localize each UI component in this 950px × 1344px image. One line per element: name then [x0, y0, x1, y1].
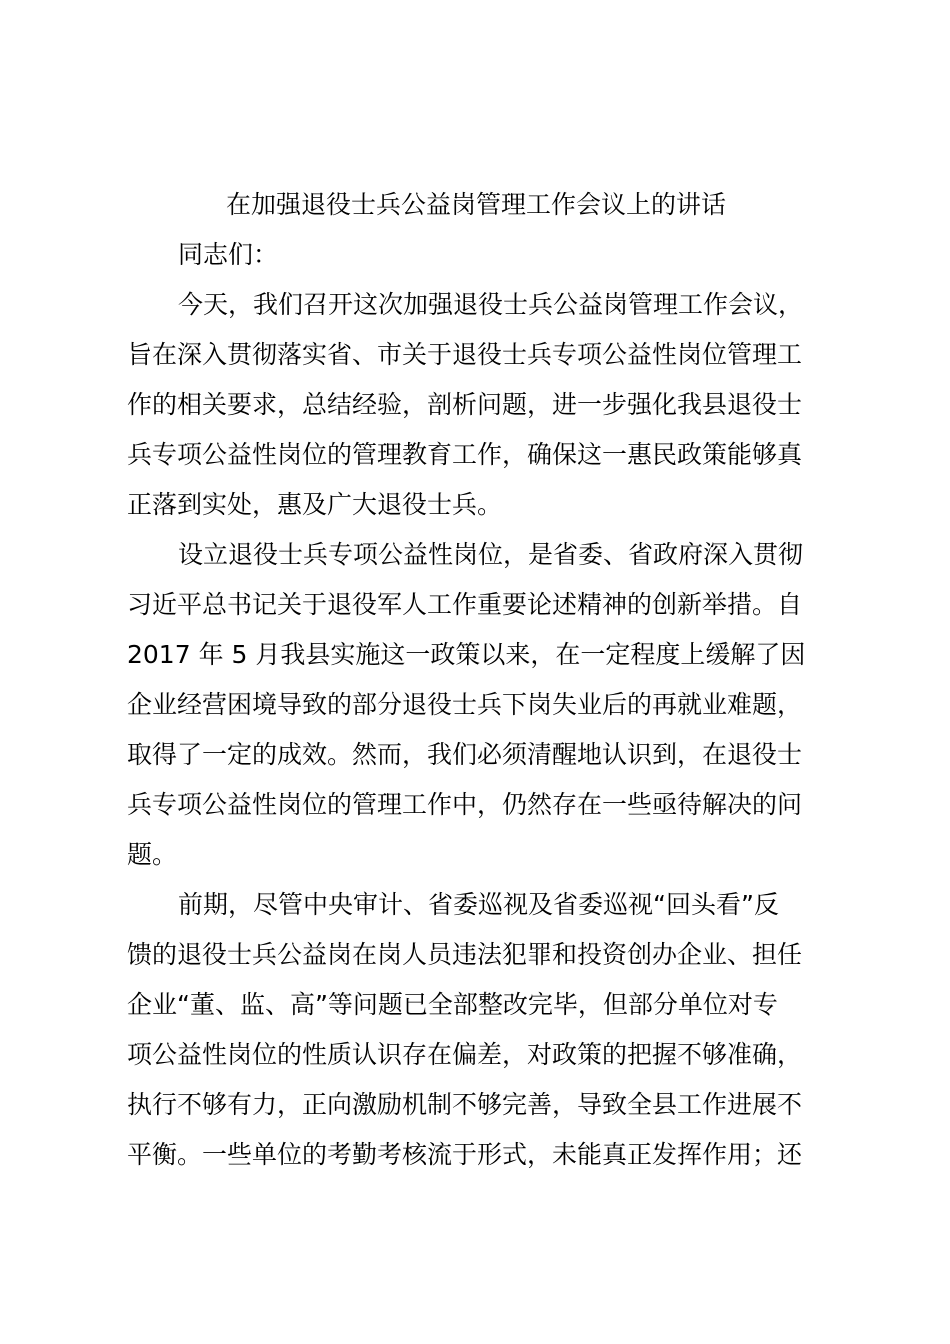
paragraph-line: 平衡。一些单位的考勤考核流于形式，未能真正发挥作用；还 [127, 1140, 803, 1169]
salutation: 同志们： [178, 240, 279, 269]
paragraph-line: 兵专项公益性岗位的管理教育工作，确保这一惠民政策能够真 [127, 440, 803, 469]
paragraph-line: 取得了一定的成效。然而，我们必须清醒地认识到，在退役士 [127, 740, 803, 769]
paragraph-line: 2017 年 5 月我县实施这一政策以来，在一定程度上缓解了因 [127, 640, 806, 669]
paragraph-line: 旨在深入贯彻落实省、市关于退役士兵专项公益性岗位管理工 [127, 340, 803, 369]
paragraph-line: 设立退役士兵专项公益性岗位，是省委、省政府深入贯彻 [178, 540, 804, 569]
paragraph-line: 兵专项公益性岗位的管理工作中，仍然存在一些亟待解决的问 [127, 790, 803, 819]
paragraph-line: 题。 [127, 840, 178, 869]
paragraph-line: 馈的退役士兵公益岗在岗人员违法犯罪和投资创办企业、担任 [127, 940, 803, 969]
paragraph-line: 作的相关要求，总结经验，剖析问题，进一步强化我县退役士 [127, 390, 803, 419]
paragraph-line: 企业经营困境导致的部分退役士兵下岗失业后的再就业难题， [127, 690, 803, 719]
paragraph-line: 企业“董、监、高”等问题已全部整改完毕，但部分单位对专 [127, 990, 778, 1019]
paragraph-line: 前期，尽管中央审计、省委巡视及省委巡视“回头看”反 [178, 890, 779, 919]
paragraph-line: 正落到实处，惠及广大退役士兵。 [127, 490, 503, 519]
document-title: 在加强退役士兵公益岗管理工作会议上的讲话 [226, 190, 727, 219]
paragraph-line: 执行不够有力，正向激励机制不够完善，导致全县工作进展不 [127, 1090, 803, 1119]
paragraph-line: 习近平总书记关于退役军人工作重要论述精神的创新举措。自 [127, 590, 803, 619]
paragraph-line: 今天，我们召开这次加强退役士兵公益岗管理工作会议， [178, 290, 804, 319]
paragraph-line: 项公益性岗位的性质认识存在偏差，对政策的把握不够准确， [127, 1040, 803, 1069]
